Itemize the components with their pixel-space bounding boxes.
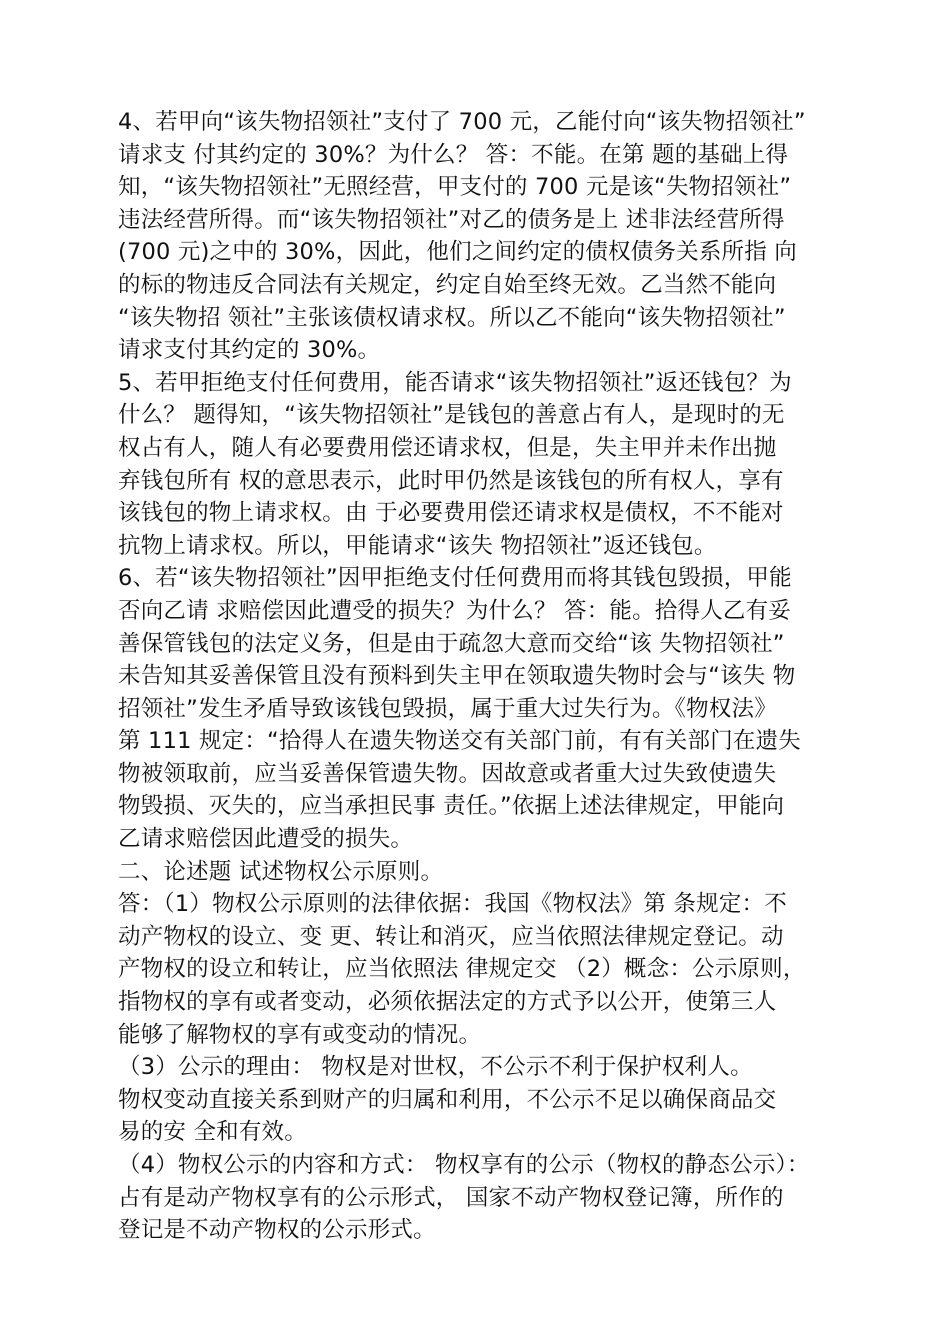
text-line: 登记是不动产物权的公示形式。 xyxy=(118,1217,436,1244)
text-line: 能够了解物权的享有或变动的情况。 xyxy=(118,1021,482,1048)
text-line: 动产物权的设立、变 更、转让和消灭，应当依照法律规定登记。动 xyxy=(118,923,784,950)
text-line: 善保管钱包的法定义务，但是由于疏忽大意而交给“该 失物招领社” xyxy=(118,630,785,657)
text-line: （4）物权公示的内容和方式： 物权享有的公示（物权的静态公示）： xyxy=(118,1152,810,1178)
text-line: 物毁损、灭失的，应当承担民事 责任。”依据上述法律规定，甲能向 xyxy=(118,793,785,820)
text-line: 易的安 全和有效。 xyxy=(118,1119,307,1146)
text-line: 未告知其妥善保管且没有预料到失主甲在领取遗失物时会与“该失 物 xyxy=(118,663,796,690)
text-line: 招领社”发生矛盾导致该钱包毁损，属于重大过失行为。《物权法》 xyxy=(118,695,777,722)
text-line: 知，“该失物招领社”无照经营，甲支付的 700 元是该“失物招领社” xyxy=(118,174,792,201)
text-line: 请求支 付其约定的 30%？为什么？ 答：不能。在第 题的基础上得 xyxy=(118,141,789,168)
text-line: “该失物招 领社”主张该债权请求权。所以乙不能向“该失物招领社” xyxy=(118,304,786,331)
text-line: 产物权的设立和转让，应当依照法 律规定交 （2）概念：公示原则， xyxy=(118,956,806,983)
text-line: 的标的物违反合同法有关规定，约定自始至终无效。乙当然不能向 xyxy=(118,271,777,298)
text-line: 弃钱包所有 权的意思表示，此时甲仍然是该钱包的所有权人，享有 xyxy=(118,467,784,494)
text-line: 该钱包的物上请求权。由 于必要费用偿还请求权是债权，不不能对 xyxy=(118,500,784,527)
text-line: 4、若甲向“该失物招领社”支付了 700 元，乙能付向“该失物招领社” xyxy=(118,109,806,135)
text-line: （3）公示的理由： 物权是对世权，不公示不利于保护权利人。 xyxy=(118,1054,753,1081)
text-line: 物被领取前，应当妥善保管遗失物。因故意或者重大过失致使遗失 xyxy=(118,760,777,787)
text-line: 第 111 规定：“拾得人在遗失物送交有关部门前，有有关部门在遗失 xyxy=(118,728,802,755)
text-line: 6、若“该失物招领社”因甲拒绝支付任何费用而将其钱包毁损，甲能 xyxy=(118,565,792,592)
text-line: 违法经营所得。而“该失物招领社”对乙的债务是上 述非法经营所得 xyxy=(118,206,785,233)
text-line: 5、若甲拒绝支付任何费用，能否请求“该失物招领社”返还钱包？为 xyxy=(118,369,792,396)
text-line: 乙请求赔偿因此遭受的损失。 xyxy=(118,826,414,853)
text-line: 占有是动产物权享有的公示形式， 国家不动产物权登记簿，所作的 xyxy=(118,1184,784,1211)
text-line: 答：（1）物权公示原则的法律依据：我国《物权法》第 条规定：不 xyxy=(118,891,787,918)
text-line: 物权变动直接关系到财产的归属和利用，不公示不足以确保商品交 xyxy=(118,1086,777,1113)
text-line: (700 元)之中的 30%，因此，他们之间约定的债权债务关系所指 向 xyxy=(118,239,797,266)
text-line: 否向乙请 求赔偿因此遭受的损失？为什么？ 答：能。拾得人乙有妥 xyxy=(118,597,792,624)
document-body xyxy=(118,106,858,1247)
text-line: 指物权的享有或者变动，必须依据法定的方式予以公开，使第三人 xyxy=(118,989,777,1016)
text-line: 权占有人，随人有必要费用偿还请求权，但是，失主甲并未作出抛 xyxy=(118,434,777,461)
text-line: 请求支付其约定的 30%。 xyxy=(118,337,381,364)
text-line: 什么？ 题得知，“该失物招领社”是钱包的善意占有人，是现时的无 xyxy=(118,402,785,429)
text-line: 抗物上请求权。所以，甲能请求“该失 物招领社”返还钱包。 xyxy=(118,532,717,559)
text-line: 二、论述题 试述物权公示原则。 xyxy=(118,858,444,885)
